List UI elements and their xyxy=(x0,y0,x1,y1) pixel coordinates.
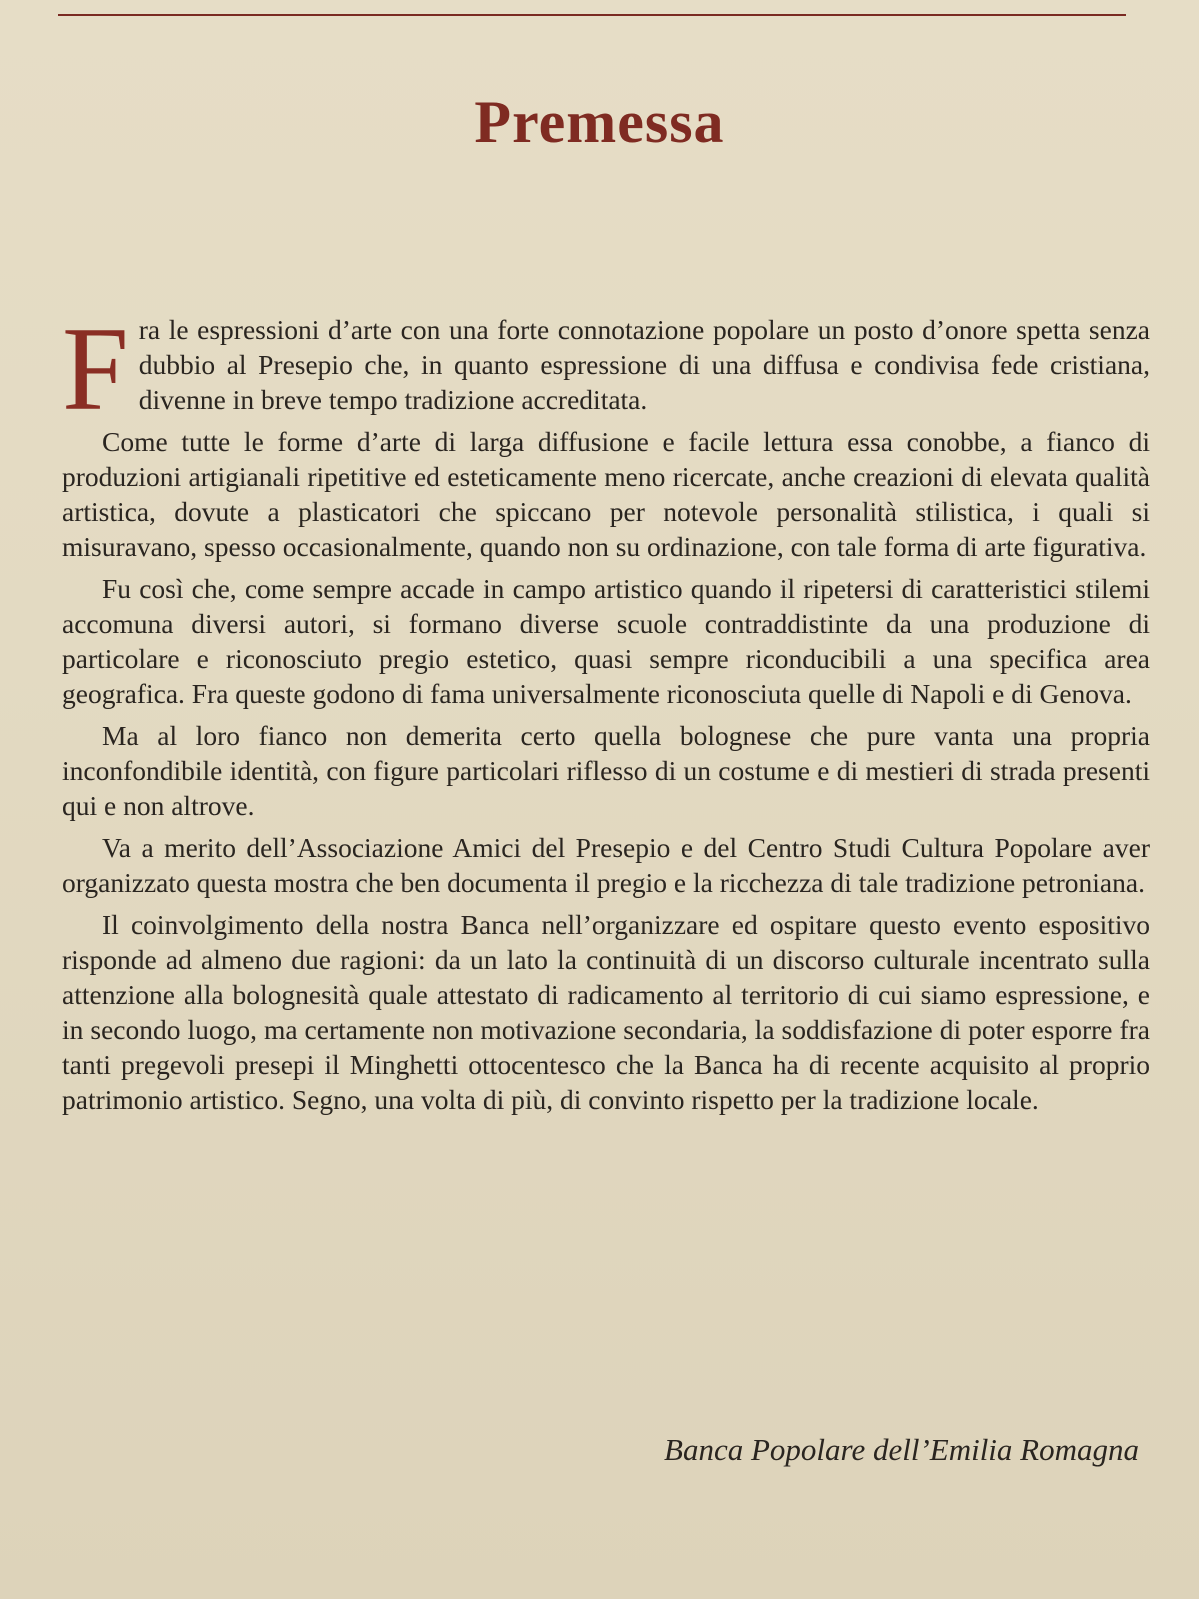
paragraph-4: Ma al loro fianco non demerita certo quella bolognese che pure vanta una propria inconfondibile identità, con figure particolari riflesso di un costume e di mestieri di strada presenti qui e non altrove. xyxy=(62,720,1150,821)
drop-cap: F xyxy=(62,302,129,435)
paragraph-2: Come tutte le forme d’arte di larga diffusione e facile lettura essa conobbe, a fianco di produzioni artigianali ripetitive ed esteticamente meno ricercate, anche creazioni di elevata qualità artistica, dovute a plasticatori che spiccano per notevole personalità stilistica, i quali si misuravano, spesso occasionalmente, quando non su ordinazione, con tale forma di arte figurativa. xyxy=(62,426,1150,562)
body-text xyxy=(62,302,1150,1124)
paragraph-5: Va a merito dell’Associazione Amici del Presepio e del Centro Studi Cultura Popolare aver organizzato questa mostra che ben documenta il pregio e la ricchezza di tale tradizione petroniana. xyxy=(62,832,1150,898)
signature: Banca Popolare dell’Emilia Romagna xyxy=(664,1432,1139,1467)
paragraph-1 xyxy=(62,302,1150,435)
paragraph-1-text: ra le espressioni d’arte con una forte connotazione popolare un posto d’onore spetta senza dubbio al Presepio che, in quanto espressione di una diffusa e condivisa fede cristiana, divenne in breve tempo tradizione accreditata. xyxy=(138,314,1150,415)
top-rule-divider xyxy=(58,14,1126,16)
page-title: Premessa xyxy=(474,89,725,156)
paragraph-3: Fu così che, come sempre accade in campo artistico quando il ripetersi di caratteristici stilemi accomuna diversi autori, si formano diverse scuole contraddistinte da una produzione di particolare e riconosciuto pregio estetico, quasi sempre riconducibili a una specifica area geografica. Fra queste godono di fama universalmente riconosciuta quelle di Napoli e di Genova. xyxy=(62,573,1150,709)
paragraph-6: Il coinvolgimento della nostra Banca nell’organizzare ed ospitare questo evento espositivo risponde ad almeno due ragioni: da un lato la continuità di un discorso culturale incentrato sulla attenzione alla bolognesità quale attestato di radicamento al territorio di cui siamo espressione, e in secondo luogo, ma certamente non motivazione secondaria, la soddisfazione di poter esporre fra tanti pregevoli presepi il Minghetti ottocentesco che la Banca ha di recente acquisito al proprio patrimonio artistico. Segno, una volta di più, di convinto rispetto per la tradizione locale. xyxy=(62,909,1150,1115)
